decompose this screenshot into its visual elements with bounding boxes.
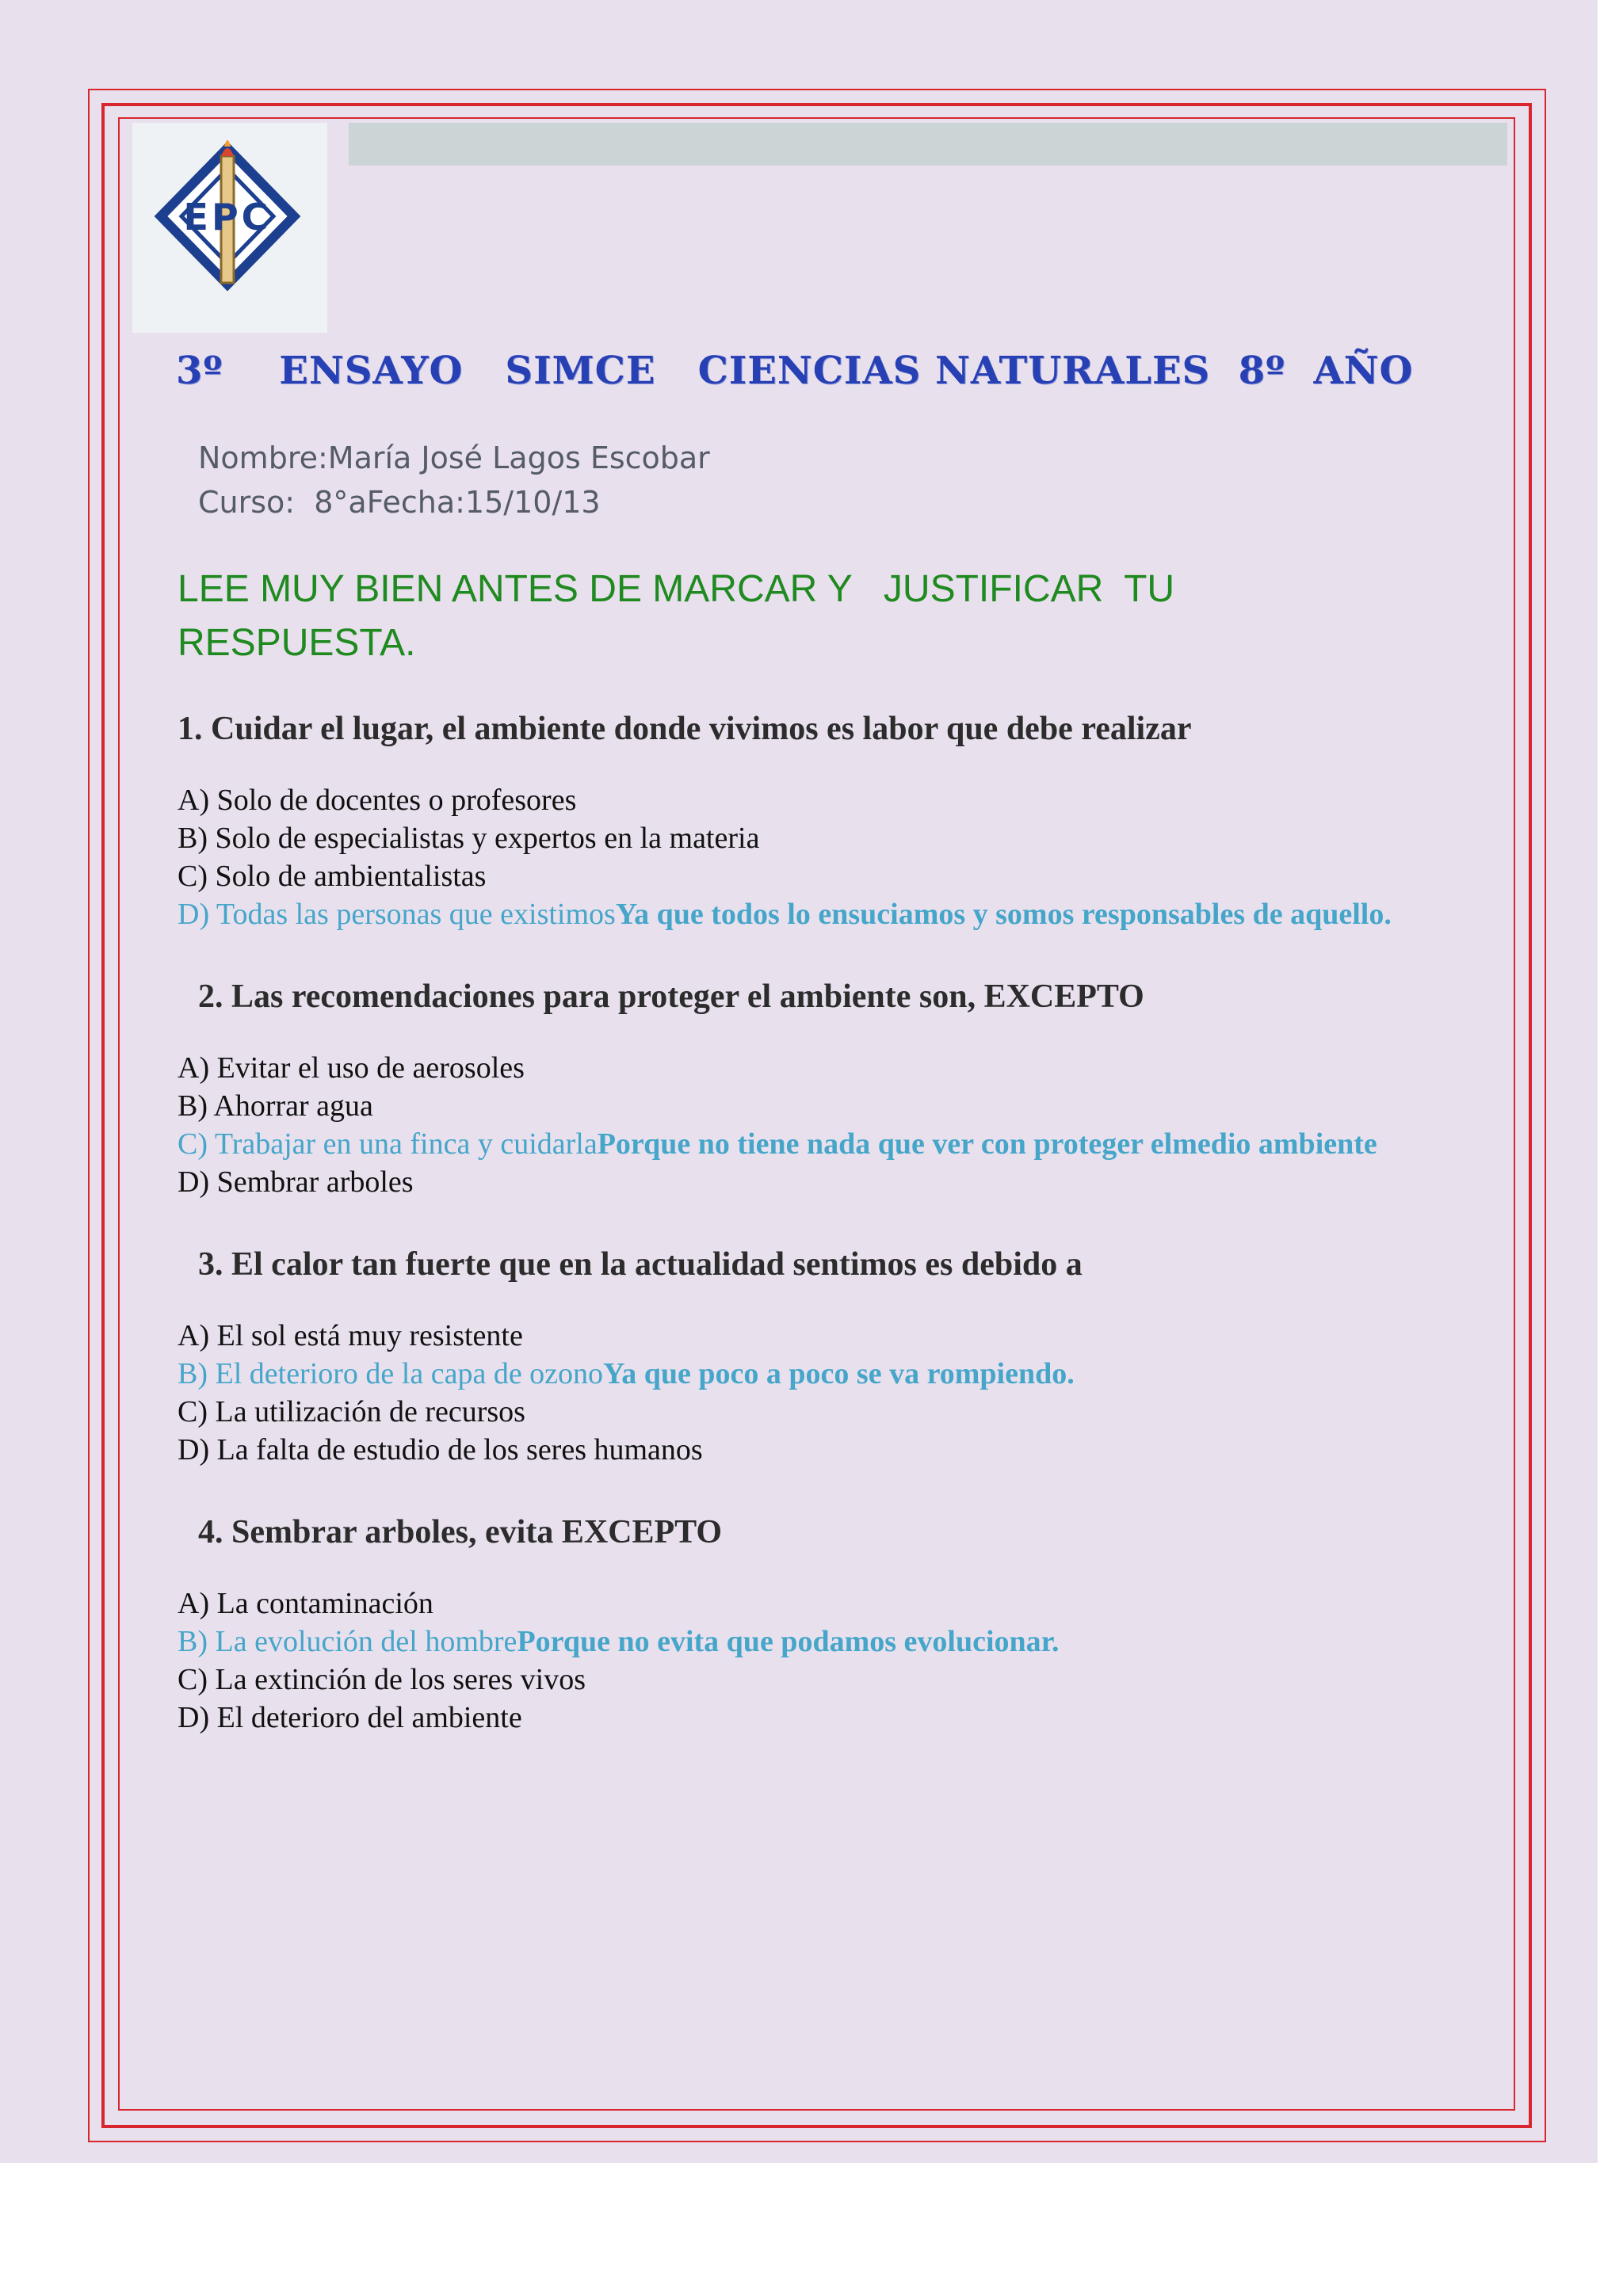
option-text: A) Solo de docentes o profesores (178, 784, 577, 817)
option-text: C) La utilización de recursos (178, 1395, 525, 1428)
answer-option (178, 1163, 1493, 1201)
option-text: B) El deterioro de la capa de ozono (178, 1357, 604, 1390)
selected-answer-option (178, 1355, 1493, 1393)
option-text: D) El deterioro del ambiente (178, 1701, 522, 1734)
question-stem: 4. Sembrar arboles, evita EXCEPTO (198, 1514, 723, 1550)
answer-option (178, 1699, 1493, 1737)
question-4 (178, 1510, 1493, 1737)
question-2 (178, 974, 1493, 1201)
selected-answer-option (178, 1623, 1493, 1661)
answer-option (178, 1585, 1493, 1623)
answer-option (178, 1393, 1493, 1431)
answer-option (178, 819, 1493, 857)
school-crest-icon (132, 123, 327, 333)
header-bar (349, 123, 1507, 166)
answer-option (178, 1431, 1493, 1469)
answer-option (178, 1049, 1493, 1087)
instructions: LEE MUY BIEN ANTES DE MARCAR Y JUSTIFICAR TU RESPUESTA. (178, 568, 1175, 664)
answer-option (178, 781, 1493, 819)
question-stem: 2. Las recomendaciones para proteger el ambiente son, EXCEPTO (198, 978, 1144, 1015)
option-text: B) Ahorrar agua (178, 1089, 373, 1123)
answer-option (178, 1317, 1493, 1355)
student-name: Nombre:María José Lagos Escobar (198, 441, 710, 475)
answer-justification: Porque no evita que podamos evolucionar. (517, 1625, 1060, 1658)
option-text: D) Sembrar arboles (178, 1165, 414, 1199)
answer-justification: Porque no tiene nada que ver con proteger elmedio ambiente (597, 1127, 1377, 1161)
option-text: A) Evitar el uso de aerosoles (178, 1051, 525, 1085)
option-text: D) Todas las personas que existimos (178, 898, 616, 931)
answer-option (178, 1661, 1493, 1699)
answer-option (178, 857, 1493, 895)
option-text: D) La falta de estudio de los seres humanos (178, 1433, 703, 1466)
document-title: 3º ENSAYO SIMCE CIENCIAS NATURALES 8º AÑO (176, 349, 1414, 393)
course-date: Curso: 8°aFecha:15/10/13 (198, 485, 601, 520)
question-list (178, 707, 1493, 1778)
option-text: A) El sol está muy resistente (178, 1319, 523, 1352)
option-text: A) La contaminación (178, 1587, 433, 1620)
selected-answer-option (178, 895, 1493, 933)
school-logo (132, 123, 327, 333)
question-stem: 3. El calor tan fuerte que en la actualidad sentimos es debido a (198, 1246, 1083, 1283)
option-text: C) La extinción de los seres vivos (178, 1663, 586, 1696)
selected-answer-option (178, 1125, 1493, 1163)
option-text: C) Solo de ambientalistas (178, 860, 487, 893)
option-text: C) Trabajar en una finca y cuidarla (178, 1127, 598, 1161)
option-text: B) Solo de especialistas y expertos en la materia (178, 822, 760, 855)
answer-justification: Ya que todos lo ensuciamos y somos responsables de aquello. (615, 898, 1392, 931)
answer-justification: Ya que poco a poco se va rompiendo. (603, 1357, 1075, 1390)
question-3 (178, 1242, 1493, 1469)
option-text: B) La evolución del hombre (178, 1625, 517, 1658)
answer-option (178, 1087, 1493, 1125)
question-1 (178, 707, 1493, 933)
question-stem: 1. Cuidar el lugar, el ambiente donde vivimos es labor que debe realizar (178, 711, 1192, 747)
logo-monogram: EPC (183, 196, 272, 238)
